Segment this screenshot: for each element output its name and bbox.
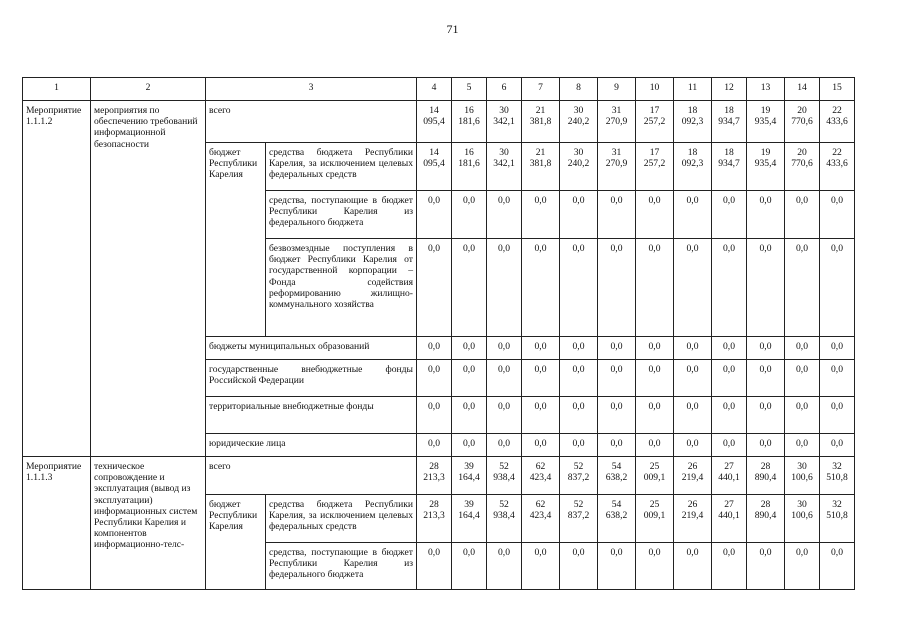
value-cell: 0,0 — [785, 397, 820, 434]
value-cell: 30 342,1 — [487, 143, 522, 191]
column-number: 1 — [23, 78, 91, 101]
value-cell: 28 213,3 — [417, 457, 452, 495]
value-cell: 28 890,4 — [747, 457, 785, 495]
source-label-total: всего — [206, 101, 417, 143]
value-cell: 0,0 — [417, 543, 452, 590]
value-cell: 27 440,1 — [712, 495, 747, 543]
value-cell: 0,0 — [452, 239, 487, 337]
value-cell: 39 164,4 — [452, 495, 487, 543]
value-cell: 0,0 — [560, 543, 598, 590]
value-cell: 30 240,2 — [560, 143, 598, 191]
table-row — [23, 457, 855, 495]
value-cell: 17 257,2 — [636, 143, 674, 191]
value-cell: 0,0 — [785, 191, 820, 239]
value-cell: 25 009,1 — [636, 495, 674, 543]
value-cell: 20 770,6 — [785, 101, 820, 143]
value-cell: 0,0 — [747, 191, 785, 239]
value-cell: 27 440,1 — [712, 457, 747, 495]
value-cell: 22 433,6 — [820, 143, 855, 191]
value-cell: 0,0 — [598, 191, 636, 239]
value-cell: 0,0 — [636, 397, 674, 434]
value-cell: 52 837,2 — [560, 495, 598, 543]
value-cell: 30 342,1 — [487, 101, 522, 143]
value-cell: 0,0 — [522, 397, 560, 434]
value-cell: 18 934,7 — [712, 143, 747, 191]
value-cell: 18 092,3 — [674, 101, 712, 143]
value-cell: 0,0 — [820, 360, 855, 397]
column-number: 13 — [747, 78, 785, 101]
value-cell: 16 181,6 — [452, 101, 487, 143]
value-cell: 0,0 — [820, 239, 855, 337]
table-row — [23, 101, 855, 143]
value-cell: 0,0 — [452, 337, 487, 360]
value-cell: 0,0 — [712, 360, 747, 397]
value-cell: 14 095,4 — [417, 143, 452, 191]
value-cell: 21 381,8 — [522, 143, 560, 191]
budget-table — [22, 77, 855, 590]
value-cell: 0,0 — [674, 337, 712, 360]
value-cell: 0,0 — [674, 434, 712, 457]
source-group-label: бюджет Республики Карелия — [206, 143, 266, 337]
value-cell: 0,0 — [560, 337, 598, 360]
source-label-territorial: территориальные внебюджетные фонды — [206, 397, 417, 434]
value-cell: 20 770,6 — [785, 143, 820, 191]
value-cell: 26 219,4 — [674, 495, 712, 543]
value-cell: 0,0 — [636, 434, 674, 457]
value-cell: 0,0 — [560, 239, 598, 337]
value-cell: 0,0 — [522, 337, 560, 360]
value-cell: 0,0 — [674, 191, 712, 239]
source-label-rk_own: средства бюджета Республики Карелия, за исключением целевых федеральных средств — [266, 495, 417, 543]
value-cell: 0,0 — [417, 337, 452, 360]
column-number: 2 — [91, 78, 206, 101]
column-number: 15 — [820, 78, 855, 101]
value-cell: 21 381,8 — [522, 101, 560, 143]
source-label-federal: средства, поступающие в бюджет Республики Карелия из федерального бюджета — [266, 543, 417, 590]
value-cell: 0,0 — [452, 397, 487, 434]
column-number: 10 — [636, 78, 674, 101]
source-label-municipal: бюджеты муниципальных образований — [206, 337, 417, 360]
value-cell: 31 270,9 — [598, 101, 636, 143]
value-cell: 0,0 — [522, 434, 560, 457]
header-row — [23, 78, 855, 101]
column-number: 6 — [487, 78, 522, 101]
value-cell: 30 100,6 — [785, 457, 820, 495]
value-cell: 0,0 — [712, 337, 747, 360]
value-cell: 0,0 — [747, 434, 785, 457]
value-cell: 62 423,4 — [522, 495, 560, 543]
value-cell: 0,0 — [712, 434, 747, 457]
source-label-federal: средства, поступающие в бюджет Республики Карелия из федерального бюджета — [266, 191, 417, 239]
value-cell: 0,0 — [522, 543, 560, 590]
source-label-fund: безвозмездные поступления в бюджет Республики Карелия от государственной корпорации – Фонда содействия реформированию жилищно-коммунального хозяйства — [266, 239, 417, 337]
value-cell: 0,0 — [452, 191, 487, 239]
value-cell: 19 935,4 — [747, 143, 785, 191]
value-cell: 0,0 — [452, 434, 487, 457]
value-cell: 0,0 — [560, 397, 598, 434]
value-cell: 0,0 — [712, 397, 747, 434]
value-cell: 0,0 — [417, 239, 452, 337]
value-cell: 0,0 — [712, 239, 747, 337]
value-cell: 0,0 — [487, 360, 522, 397]
value-cell: 0,0 — [560, 434, 598, 457]
value-cell: 0,0 — [487, 434, 522, 457]
value-cell: 0,0 — [820, 191, 855, 239]
value-cell: 32 510,8 — [820, 495, 855, 543]
value-cell: 0,0 — [487, 543, 522, 590]
value-cell: 18 092,3 — [674, 143, 712, 191]
value-cell: 0,0 — [674, 360, 712, 397]
value-cell: 0,0 — [487, 337, 522, 360]
value-cell: 0,0 — [560, 191, 598, 239]
value-cell: 26 219,4 — [674, 457, 712, 495]
value-cell: 0,0 — [487, 239, 522, 337]
value-cell: 0,0 — [417, 360, 452, 397]
value-cell: 0,0 — [417, 191, 452, 239]
value-cell: 25 009,1 — [636, 457, 674, 495]
source-label-rk_own: средства бюджета Республики Карелия, за исключением целевых федеральных средств — [266, 143, 417, 191]
source-label-total: всего — [206, 457, 417, 495]
source-label-offbudget: государственные внебюджетные фонды Российской Федерации — [206, 360, 417, 397]
column-number: 5 — [452, 78, 487, 101]
value-cell: 0,0 — [560, 360, 598, 397]
value-cell: 14 095,4 — [417, 101, 452, 143]
value-cell: 52 938,4 — [487, 495, 522, 543]
value-cell: 0,0 — [747, 397, 785, 434]
value-cell: 0,0 — [636, 191, 674, 239]
source-label-legal: юридические лица — [206, 434, 417, 457]
value-cell: 0,0 — [674, 543, 712, 590]
value-cell: 0,0 — [487, 397, 522, 434]
value-cell: 0,0 — [820, 543, 855, 590]
value-cell: 31 270,9 — [598, 143, 636, 191]
value-cell: 0,0 — [785, 543, 820, 590]
value-cell: 0,0 — [417, 434, 452, 457]
value-cell: 52 938,4 — [487, 457, 522, 495]
value-cell: 0,0 — [636, 337, 674, 360]
value-cell: 0,0 — [522, 360, 560, 397]
column-number: 8 — [560, 78, 598, 101]
value-cell: 0,0 — [487, 191, 522, 239]
measure-id: Мероприятие 1.1.1.2 — [23, 101, 91, 457]
value-cell: 16 181,6 — [452, 143, 487, 191]
column-number: 7 — [522, 78, 560, 101]
value-cell: 0,0 — [522, 191, 560, 239]
column-number: 14 — [785, 78, 820, 101]
value-cell: 0,0 — [636, 360, 674, 397]
value-cell: 39 164,4 — [452, 457, 487, 495]
value-cell: 0,0 — [674, 397, 712, 434]
value-cell: 0,0 — [598, 239, 636, 337]
column-number: 4 — [417, 78, 452, 101]
value-cell: 32 510,8 — [820, 457, 855, 495]
value-cell: 0,0 — [712, 191, 747, 239]
value-cell: 0,0 — [452, 543, 487, 590]
page-number: 71 — [446, 22, 459, 36]
value-cell: 0,0 — [785, 360, 820, 397]
value-cell: 19 935,4 — [747, 101, 785, 143]
value-cell: 0,0 — [598, 434, 636, 457]
column-number: 11 — [674, 78, 712, 101]
value-cell: 62 423,4 — [522, 457, 560, 495]
value-cell: 0,0 — [636, 543, 674, 590]
value-cell: 0,0 — [820, 434, 855, 457]
measure-name: мероприятия по обеспечению требований информационной безопасности — [91, 101, 206, 457]
value-cell: 0,0 — [785, 239, 820, 337]
value-cell: 30 240,2 — [560, 101, 598, 143]
value-cell: 0,0 — [747, 337, 785, 360]
value-cell: 0,0 — [598, 360, 636, 397]
value-cell: 0,0 — [785, 434, 820, 457]
value-cell: 0,0 — [820, 337, 855, 360]
value-cell: 0,0 — [598, 337, 636, 360]
column-number: 9 — [598, 78, 636, 101]
value-cell: 17 257,2 — [636, 101, 674, 143]
value-cell: 0,0 — [452, 360, 487, 397]
value-cell: 30 100,6 — [785, 495, 820, 543]
value-cell: 18 934,7 — [712, 101, 747, 143]
value-cell: 52 837,2 — [560, 457, 598, 495]
value-cell: 28 890,4 — [747, 495, 785, 543]
value-cell: 28 213,3 — [417, 495, 452, 543]
value-cell: 0,0 — [712, 543, 747, 590]
column-number: 3 — [206, 78, 417, 101]
value-cell: 54 638,2 — [598, 457, 636, 495]
value-cell: 0,0 — [785, 337, 820, 360]
value-cell: 0,0 — [747, 360, 785, 397]
value-cell: 0,0 — [747, 239, 785, 337]
value-cell: 0,0 — [636, 239, 674, 337]
measure-id: Мероприятие 1.1.1.3 — [23, 457, 91, 590]
value-cell: 0,0 — [747, 543, 785, 590]
value-cell: 0,0 — [417, 397, 452, 434]
value-cell: 0,0 — [598, 543, 636, 590]
column-number: 12 — [712, 78, 747, 101]
measure-name: техническое сопровождение и эксплуатация (вывод из эксплуатации) информационных систем Республики Карелия и компонентов информационно-телс- — [91, 457, 206, 590]
value-cell: 0,0 — [820, 397, 855, 434]
value-cell: 22 433,6 — [820, 101, 855, 143]
value-cell: 0,0 — [598, 397, 636, 434]
value-cell: 54 638,2 — [598, 495, 636, 543]
value-cell: 0,0 — [522, 239, 560, 337]
value-cell: 0,0 — [674, 239, 712, 337]
source-group-label: бюджет Республики Карелия — [206, 495, 266, 590]
